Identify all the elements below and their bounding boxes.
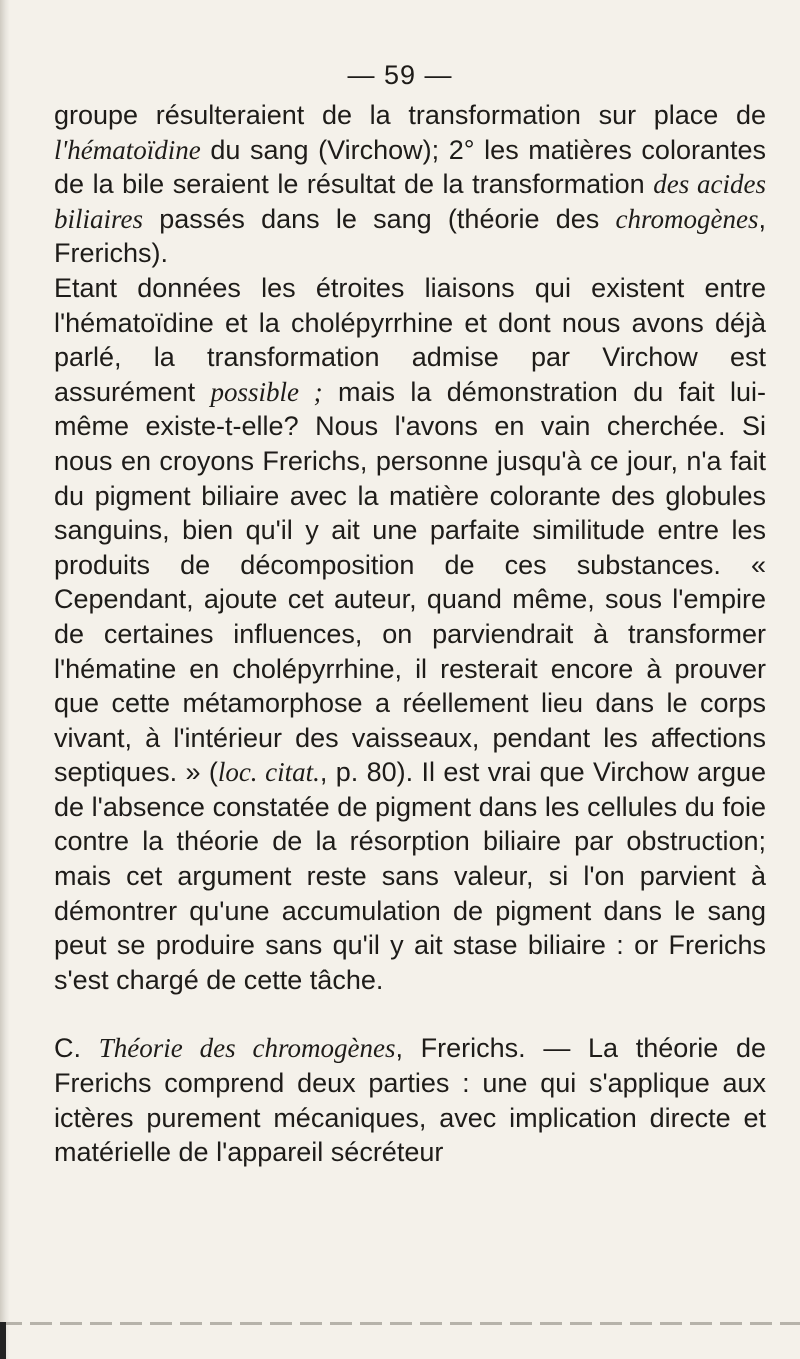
bottom-dashed-rule	[0, 1322, 800, 1325]
italic-run: chromogènes	[615, 203, 759, 234]
text-run: , Frerichs. — La théorie de Frerichs comprend deux parties : une qui s'applique aux ictères purement mécaniques, avec implication directe et matérielle de l'appareil sécréteur	[54, 1033, 766, 1168]
text-run: , p. 80). Il est vrai que Virchow argue de l'absence constatée de pigment dans les cellules du foie contre la théorie de la résorption biliaire par obstruction; mais cet argument reste sans valeur, si l'on parvient à démontrer qu'une accumulation de pigment dans le sang peut se produire sans qu'il y ait stase biliaire : or Frerichs s'est chargé de cette tâche.	[54, 757, 766, 995]
text-run: C.	[54, 1033, 99, 1064]
page-edge-shadow	[0, 0, 10, 1359]
paragraph-3-section-c	[54, 1031, 766, 1169]
text-run: du sang (Virchow); 2° les matières colorantes de la bile seraient le résultat de la transformation	[54, 134, 766, 200]
paragraph-2	[54, 271, 766, 997]
italic-run: possible ;	[210, 376, 323, 407]
page-number: — 59 —	[347, 60, 453, 90]
italic-run: des acides biliaires	[54, 169, 766, 234]
text-run: groupe résulteraient de la transformation sur place de	[54, 100, 766, 130]
text-run: mais la démonstration du fait lui-même existe-t-elle? Nous l'avons en vain cherchée. Si nous en croyons Frerichs, personne jusqu'à ce jour, n'a fait du pigment biliaire avec la matière colorante des globules sanguins, bien qu'il y ait une parfaite similitude entre les produits de décomposition de ces substances. « Cependant, ajoute cet auteur, quand même, sous l'empire de certaines influences, on parviendrait à transformer l'hématine en cholépyrrhine, il resterait encore à prouver que cette métamorphose a réellement lieu dans le corps vivant, à l'intérieur des vaisseaux, pendant les affections septiques. » (	[54, 376, 766, 788]
italic-run: l'hématoïdine	[54, 134, 201, 165]
page-body	[54, 98, 766, 1170]
bottom-edge-mark	[0, 1322, 6, 1359]
text-run: , Frerichs).	[54, 203, 766, 269]
paragraph-1	[54, 98, 766, 271]
text-run: passés dans le sang (théorie des	[143, 203, 616, 234]
text-run: Etant données les étroites liaisons qui existent entre l'hématoïdine et la cholépyrrhine et dont nous avons déjà parlé, la transformation admise par Virchow est assurément	[54, 272, 766, 407]
italic-run: Théorie des chromogènes	[98, 1033, 396, 1064]
italic-run: loc. citat.	[217, 757, 320, 788]
